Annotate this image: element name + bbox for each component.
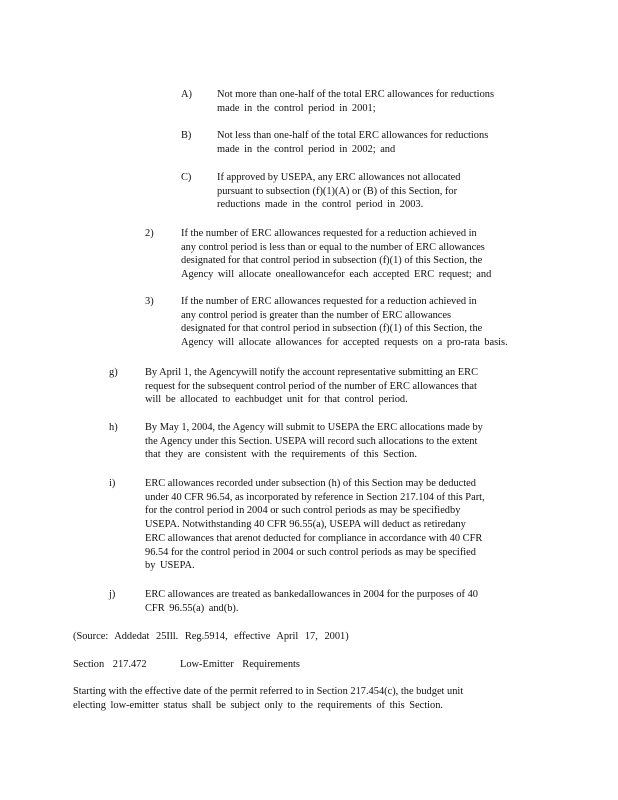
item-text: If approved by USEPA, any ERC allowances not allocated pursuant to subsection (f)(1)(A) or (B) of this Section, for reductions made in the control period in 2003. <box>217 172 461 211</box>
source-note: (Source: Addedat 25Ill. Reg.5914, effective April 17, 2001) <box>73 631 349 642</box>
item-text: If the number of ERC allowances requested for a reduction achieved in any control period is greater than the number of ERC allowances designated for that control period in subsection (f)(1) of this Section, the Agency will allocate allowances for accepted requests on a pro-rata basis. <box>181 296 508 349</box>
section-number: Section 217.472 <box>73 659 147 670</box>
closing-paragraph: Starting with the effective date of the permit referred to in Section 217.454(c), the budget unit electing low-emitter status shall be subject only to the requirements of this Section. <box>73 686 464 711</box>
item-text: Not less than one-half of the total ERC allowances for reductions made in the control period in 2002; and <box>217 130 489 155</box>
item-label: A) <box>181 89 192 100</box>
item-label: 3) <box>145 296 154 307</box>
item-label: j) <box>109 589 116 600</box>
item-text: By April 1, the Agencywill notify the account representative submitting an ERC request for the subsequent control period of the number of ERC allowances that will be allocated to eachbudget unit for that control period. <box>145 367 479 406</box>
section-title: Low-Emitter Requirements <box>180 659 300 670</box>
item-label: i) <box>109 478 116 489</box>
item-text: ERC allowances are treated as bankedallowances in 2004 for the purposes of 40 CFR 96.55(a) and(b). <box>145 589 478 614</box>
item-text: By May 1, 2004, the Agency will submit to USEPA the ERC allocations made by the Agency under this Section. USEPA will record such allocations to the extent that they are consistent with the requirements of this Section. <box>145 422 483 461</box>
item-label: g) <box>109 367 118 378</box>
item-label: h) <box>109 422 118 433</box>
item-label: 2) <box>145 228 154 239</box>
item-label: C) <box>181 172 192 183</box>
item-text: If the number of ERC allowances requested for a reduction achieved in any control period is less than or equal to the number of ERC allowances designated for that control period in subsection (f)(1) of this Section, the Agency will allocate oneallowancefor each accepted ERC request; and <box>181 228 492 281</box>
section-heading <box>73 658 300 672</box>
item-text: ERC allowances recorded under subsection (h) of this Section may be deducted under 40 CFR 96.54, as incorporated by reference in Section 217.104 of this Part, for the control period in 2004 or such control periods as may be specifiedby USEPA. Notwithstanding 40 CFR 96.55(a), USEPA will deduct as retiredany ERC allowances that arenot deducted for compliance in accordance with 40 CFR 96.54 for the control period in 2004 or such control periods as may be specified by USEPA. <box>145 478 485 572</box>
item-text: Not more than one-half of the total ERC allowances for reductions made in the control period in 2001; <box>217 89 495 114</box>
item-label: B) <box>181 130 192 141</box>
